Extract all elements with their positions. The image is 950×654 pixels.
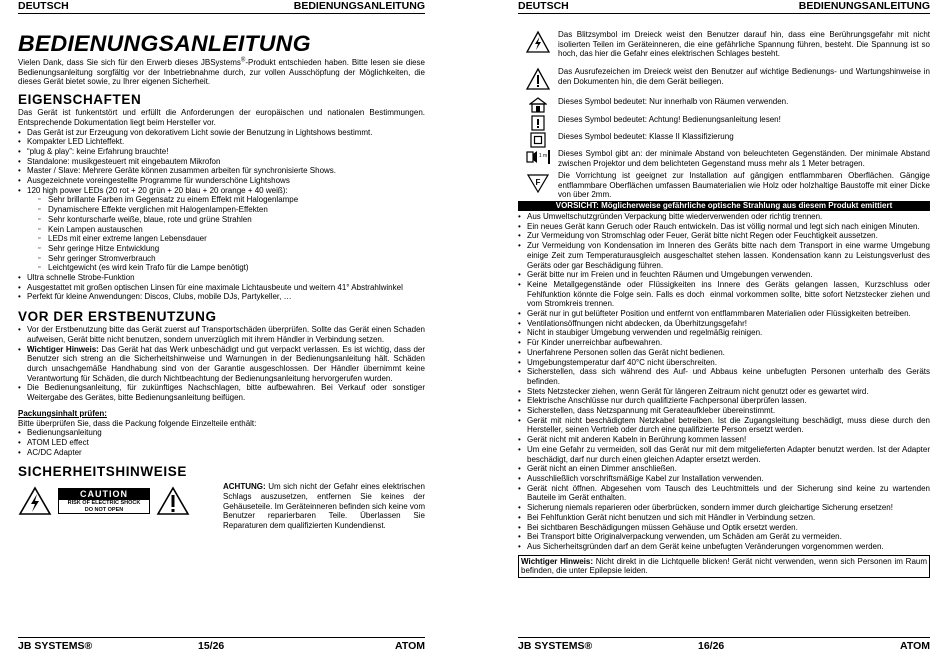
symbol-text: Dieses Symbol bedeutet: Nur innerhalb von Räumen verwenden. <box>558 97 789 106</box>
list-item: • Bei sichtbaren Beschädigungen müssen Gehäuse und Optik ersetzt werden. <box>518 523 930 533</box>
symbol-row-distance <box>518 149 930 169</box>
sub-list-item: ▫ Sehr geringe Hitze Entwicklung <box>48 244 425 254</box>
header-language: DEUTSCH <box>518 0 569 12</box>
caution-box: CAUTION RISK OF ELECTRIC SHOCK DO NOT OPEN <box>58 488 150 514</box>
page-footer <box>518 637 930 653</box>
list-item: • Standalone: musikgesteuert mit eingebautem Mikrofon <box>18 157 425 167</box>
sub-list-item: ▫ Sehr brillante Farben im Gegensatz zu einem Effekt mit Halogenlampe <box>48 195 425 205</box>
symbol-row-manual <box>518 115 930 131</box>
symbol-row-class2 <box>518 132 930 148</box>
exclamation-warning-icon <box>156 486 190 516</box>
symbol-row-indoor <box>518 97 930 113</box>
symbol-text: Das Ausrufezeichen im Dreieck weist den Benutzer auf wichtige Bedienungs- und Wartungshinweise in den Dokumenten hin, die dem Gerät beiliegen. <box>558 67 930 86</box>
symbol-text: Dieses Symbol bedeutet: Klasse II Klassifizierung <box>558 132 734 141</box>
list-item: • AC/DC Adapter <box>18 448 425 458</box>
sub-list-item: ▫ Dynamischere Effekte verglichen mit Halogenlampen-Effekten <box>48 205 425 215</box>
footer-product: ATOM <box>395 640 425 652</box>
list-item: • Master / Slave: Mehrere Geräte können zusammen arbeiten für synchronisierte Shows. <box>18 166 425 176</box>
list-item: • Gerät mit nicht beschädigtem Netzkabel betreiben. Ist die Zugangsleitung beschädigt, muss diese durch den Hersteller, seinen Vertrieb oder durch eine qualifizierte Person ersetzt werden. <box>518 416 930 435</box>
sub-list-item: ▫ Sehr konturscharfe weiße, blaue, rote und grüne Strahlen <box>48 215 425 225</box>
header-title: BEDIENUNGSANLEITUNG <box>293 0 425 12</box>
exclamation-warning-icon <box>525 67 551 91</box>
document-title: BEDIENUNGSANLEITUNG <box>18 31 311 56</box>
list-item: • Zur Vermeidung von Stromschlag oder Feuer, Gerät bitte nicht Regen oder Feuchtigkeit aussetzen. <box>518 231 930 241</box>
list-item: • Bei Fehlfunktion Gerät nicht benutzen und sich mit Händler in Verbindung setzen. <box>518 513 930 523</box>
list-item: • Bei Transport bitte Originalverpackung verwenden, um Schäden am Gerät zu vermeiden. <box>518 532 930 542</box>
list-item: • Für Kinder unerreichbar aufbewahren. <box>518 338 930 348</box>
list-item: • Aus Umweltschutzgründen Verpackung bitte wiederverwenden oder richtig trennen. <box>518 212 930 222</box>
caution-label <box>18 482 223 516</box>
list-item: • Das Gerät ist zur Erzeugung von dekorativem Licht sowie der Benutzung in Lightshows bestimmt. <box>18 128 425 138</box>
right-page <box>518 0 930 654</box>
flammable-surface-icon <box>527 171 549 193</box>
list-item: • Umgebungstemperatur darf 40°C nicht überschreiten. <box>518 358 930 368</box>
package-list <box>18 428 425 457</box>
read-manual-icon <box>529 115 547 131</box>
list-item: • Keine Metallgegenstände oder Flüssigkeiten ins Innere des Geräts gelangen lassen, Kurzschluss oder Fehlfunktion könnte die Folge sein. Falls es doch einmal vorkommen sollte, bitte sofort Netzstecker ziehen und vom Stromkreis trennen. <box>518 280 930 309</box>
lightning-warning-icon <box>18 486 52 516</box>
safety-list <box>518 212 930 552</box>
sub-list-item: ▫ Leichtgewicht (es wird kein Trafo für die Lampe benötigt) <box>48 263 425 273</box>
symbol-row-flammable <box>518 171 930 200</box>
list-item: • Gerät nur in gut belüfteter Position und entfernt von entflammbaren Materialien oder Flüssigkeiten betreiben. <box>518 309 930 319</box>
list-item: • “plug & play”: keine Erfahrung brauchte! <box>18 147 425 157</box>
features-heading: EIGENSCHAFTEN <box>18 92 142 108</box>
intro-paragraph: Vielen Dank, dass Sie sich für den Erwerb dieses JBSystems®-Produkt entschieden haben. Bitte lesen sie diese Bedienungsanleitung sorgfältig vor der Inbetriebnahme durch, zur vollen Ausschöpfung der Möglichkeiten, die dieses Gerät bietet sowie, zu Ihrer eigenen Sicherheit. <box>18 57 426 87</box>
list-item: • Perfekt für kleine Anwendungen: Discos, Clubs, mobile DJs, Partykeller, … <box>18 292 425 302</box>
footer-product: ATOM <box>900 640 930 652</box>
symbol-row-lightning <box>518 30 930 64</box>
list-item: • Sicherstellen, dass Netzspannung mit Gerateaufkleber übereinstimmt. <box>518 406 930 416</box>
list-item: • ATOM LED effect <box>18 438 425 448</box>
safety-heading: SICHERHEITSHINWEISE <box>18 464 187 480</box>
before-use-list <box>18 325 425 403</box>
left-content <box>18 32 425 531</box>
svg-text:F: F <box>535 178 541 187</box>
list-item: • Vor der Erstbenutzung bitte das Gerät zuerst auf Transportschäden überprüfen. Sollte das Gerät einen Schaden aufweisen, Gerät bitte nicht benutzen, sondern unverzüglich mit ihrem Händler in Verbindung setzen. <box>18 325 425 344</box>
features-intro: Das Gerät ist funkentstört und erfüllt die Anforderungen der europäischen und nationalen Bestimmungen. Entsprechende Dokumentation liegt beim Hersteller vor. <box>18 108 425 127</box>
list-item: • Ausschließlich vorschriftsmäßige Kabel zur Installation verwenden. <box>518 474 930 484</box>
list-item: • Gerät bitte nur im Freien und in feuchten Räumen und Umgebungen verwenden. <box>518 270 930 280</box>
lightning-warning-icon <box>525 30 551 54</box>
list-item: • Sicherstellen, dass sich während des Auf- und Abbaus keine unbefugten Personen unterhalb des Geräts befinden. <box>518 367 930 386</box>
list-item: • Elektrische Anschlüsse nur durch qualifizierte Fachpersonal überprüfen lassen. <box>518 396 930 406</box>
features-list <box>18 128 425 196</box>
list-item: • Gerät nicht an einen Dimmer anschließen. <box>518 464 930 474</box>
list-item: • Stets Netzstecker ziehen, wenn Gerät für längeren Zeitraum nicht genutzt oder es gewartet wird. <box>518 387 930 397</box>
before-use-heading: VOR DER ERSTBENUTZUNG <box>18 309 217 325</box>
list-item: • Nicht in staubiger Umgebung verwenden und regelmäßig reinigen. <box>518 328 930 338</box>
list-item: • Kompakter LED Lichteffekt. <box>18 137 425 147</box>
class-2-icon <box>529 132 547 148</box>
symbol-text: Dieses Symbol bedeutet: Achtung! Bedienungsanleitung lesen! <box>558 115 781 124</box>
list-item: • Gerät nicht mit anderen Kabeln in Berührung kommen lassen! <box>518 435 930 445</box>
list-item: • Aus Sicherheitsgründen darf an dem Gerät keine unbefugten Veränderungen vorgenommen werden. <box>518 542 930 552</box>
led-sublist <box>18 195 425 273</box>
list-item: • Gerät nicht öffnen. Abgesehen vom Tausch des Leuchtmittels und der Sicherung sind keine zu wartenden Bauteile im Gerät enthalten. <box>518 484 930 503</box>
list-item: • Sicherung niemals reparieren oder überbrücken, sondern immer durch gleichartige Sicherung ersetzen! <box>518 503 930 513</box>
right-content <box>518 30 930 578</box>
list-item: • Ultra schnelle Strobe-Funktion <box>18 273 425 283</box>
list-item: • Die Bedienungsanleitung, für zukünftiges Nachschlagen, bitte aufbewahren. Bei Verkauf oder sonstiger Weitergabe des Gerätes, bitte Bedienungsanleitung beifügen. <box>18 383 425 402</box>
list-item: • Ausgezeichnete voreingestellte Programme für wunderschöne Lightshows <box>18 176 425 186</box>
left-page <box>18 0 425 654</box>
achtung-text: ACHTUNG: Um sich nicht der Gefahr eines elektrischen Schlags auszusetzen, entfernen Sie keines der Gehäuseteile. Im Geräteinneren befinden sich keine vom Benutzer reparierbaren Teile. Überlassen Sie Reparaturen dem qualifizierten Kundendienst. <box>223 482 425 531</box>
symbol-row-exclamation <box>518 67 930 94</box>
list-item: • Ein neues Gerät kann Geruch oder Rauch entwickeln. Das ist völlig normal und legt sich nach einigen Minuten. <box>518 222 930 232</box>
list-item: • Ventilationsöffnungen nicht abdecken, da Überhitzungsgefahr! <box>518 319 930 329</box>
header-title: BEDIENUNGSANLEITUNG <box>798 0 930 12</box>
list-item: • Wichtiger Hinweis: Das Gerät hat das Werk unbeschädigt und gut verpackt verlassen. Es ist wichtig, dass der Benutzer sich streng an die Sicherheitshinweise und Warnungen in der Bedienungsanleitung hält. Schäden durch unsachgemäße Handhabung sind von der Garantie ausgeschlossen. Der Händler übernimmt keine Verantwortung für Schäden, die durch Nichtbeachtung der Bedienungsanleitung hervorgerufen wurden. <box>18 345 425 384</box>
package-heading: Packungsinhalt prüfen: <box>18 408 107 418</box>
sub-list-item: ▫ Kein Lampen austauschen <box>48 225 425 235</box>
page-header <box>18 0 425 14</box>
min-distance-icon: 1 m <box>518 149 558 165</box>
list-item: • Bedienungsanleitung <box>18 428 425 438</box>
footer-page-number: 16/26 <box>698 640 725 652</box>
list-item: • Um eine Gefahr zu vermeiden, soll das Gerät nur mit dem mitgelieferten Adapter benutzt werden. Ist der Adapter beschädigt, darf nur durch einen gleichen Adapter ersetzt werden. <box>518 445 930 464</box>
sub-list-item: ▫ LEDs mit einer extreme langen Lebensdauer <box>48 234 425 244</box>
footer-page-number: 15/26 <box>198 640 225 652</box>
footer-brand: JB SYSTEMS® <box>518 640 593 652</box>
list-item: • Unerfahrene Personen sollen das Gerät nicht bedienen. <box>518 348 930 358</box>
sub-list-item: ▫ Sehr geringer Stromverbrauch <box>48 254 425 264</box>
package-intro: Bitte überprüfen Sie, dass die Packung folgende Einzelteile enthält: <box>18 418 257 428</box>
features-list-more <box>18 273 425 302</box>
page-footer <box>18 637 425 653</box>
symbol-text: Das Blitzsymbol im Dreieck weist den Benutzer darauf hin, dass eine Berührungsgefahr mit nicht isolierten Teilen im Geräteinneren, die eine gefährliche Spannung führen, besteht. Die Spannung ist so hoch, das hier die Gefahr eines elektrischen Schlages besteht. <box>558 30 930 59</box>
optical-radiation-warning: VORSICHT: Möglicherweise gefährliche optische Strahlung aus diesem Produkt emittiert <box>518 201 930 211</box>
list-item: • Zur Vermeidung von Kondensation im Inneren des Geräts bitte nach dem Transport in eine warme Umgebung einige Zeit zum Temperaturausgleich ausgeschaltet stehen lassen. Kondensation kann zu Leistungsverlust des Geräts oder gar Beschädigung führen. <box>518 241 930 270</box>
indoor-use-icon <box>529 97 547 113</box>
header-language: DEUTSCH <box>18 0 69 12</box>
list-item: • 120 high power LEDs (20 rot + 20 grün + 20 blau + 20 orange + 40 weiß): <box>18 186 425 196</box>
footer-brand: JB SYSTEMS® <box>18 640 93 652</box>
caution-block <box>18 482 425 531</box>
important-notice-box: Wichtiger Hinweis: Nicht direkt in die Lichtquelle blicken! Gerät nicht verwenden, wenn sich Personen im Raum befinden, die unter Epilepsie leiden. <box>518 555 930 578</box>
page-header <box>518 0 930 14</box>
symbol-text: Dieses Symbol gibt an: der minimale Abstand von beleuchteten Gegenständen. Der minimale Abstand zwischen Projektor und dem belichteten Gegenstand muss mehr als 1 Meter betragen. <box>558 149 930 168</box>
list-item: • Ausgestattet mit großen optischen Linsen für eine maximale Lichtausbeute und weitern 41° Abstrahlwinkel <box>18 283 425 293</box>
symbol-text: Die Vorrichtung ist geeignet zur Installation auf gängigen entflammbaren Oberflächen. Gängige entflammbare Oberflächen umfassen Baumaterialien wie Holz oder holzhaltige Baustoffe mit einer Dicke von über 2mm. <box>558 171 930 200</box>
